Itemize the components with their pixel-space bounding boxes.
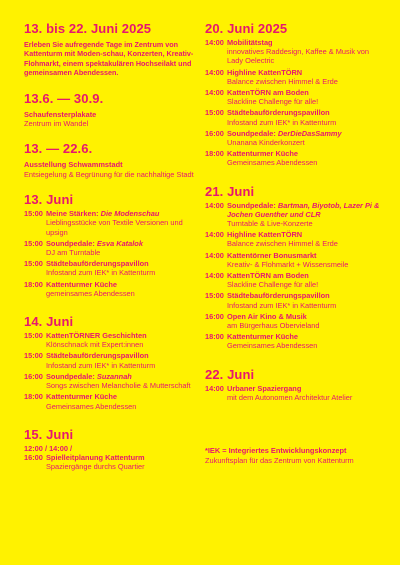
event-item	[205, 291, 385, 309]
event-title	[227, 149, 298, 158]
posters-dates-heading: 13.6. — 30.9.	[24, 90, 104, 106]
event-details	[46, 239, 196, 257]
event-title-text: Kattenturmer Küche	[46, 279, 118, 289]
event-description: Kreativ- & Flohmarkt + Wissensmeile	[227, 259, 349, 269]
event-description: Lieblingsstücke von Textile Versionen und upsign	[46, 218, 183, 237]
festival-intro-text: Erleben Sie aufregende Tage im Zentrum von Kattenturm mit Moden-schau, Konzerten, Kreativ- Flohmarkt, einem spektakulären Hochseilakt und gemeinsamen Abendessen.	[24, 40, 194, 78]
event-time: 18:00	[205, 332, 224, 342]
exhibition-desc: Entsiegelung & Begrünung für die nachhaltige Stadt	[24, 169, 194, 179]
event-item	[24, 372, 196, 390]
day-14-events	[24, 331, 196, 411]
event-title	[227, 312, 307, 321]
event-title-text: Kattenturmer Küche	[46, 392, 118, 402]
event-time: 15:00	[205, 291, 224, 301]
event-description: Infostand zum IEK* in Kattenturm	[227, 117, 337, 127]
event-details	[227, 149, 385, 167]
event-details	[227, 312, 385, 330]
event-item	[205, 271, 385, 289]
event-description: Slackline Challenge für alle!	[227, 280, 319, 290]
event-item	[24, 259, 196, 277]
event-time: 15:00	[24, 238, 43, 248]
event-details	[227, 129, 385, 147]
event-time: 18:00	[205, 149, 224, 159]
festival-dates-heading: 13. bis 22. Juni 2025	[24, 21, 152, 36]
event-time: 16:00	[205, 128, 224, 138]
event-title	[227, 68, 302, 77]
event-details	[46, 372, 196, 390]
event-time: 14:00	[205, 200, 224, 210]
event-title-text: Spielleitplanung Kattenturm	[46, 452, 145, 462]
event-description: am Bürgerhaus Obervieland	[227, 321, 320, 331]
event-artist: Esva Katalok	[96, 238, 143, 248]
event-title	[46, 331, 147, 340]
day-15-time-line: 12:00 / 14:00 /	[24, 443, 73, 453]
day-15-events	[24, 453, 196, 471]
event-details	[46, 392, 196, 410]
event-artist: Bartman, Biyotob, Lazer Pi & Jochen Guenther und CLR	[227, 200, 380, 219]
event-description: Infostand zum IEK* in Kattenturm	[46, 360, 156, 370]
event-description: Turntable & Live-Konzerte	[227, 219, 313, 229]
exhibition-dates-heading: 13. — 22.6.	[24, 141, 93, 157]
event-details	[227, 384, 385, 402]
event-time: 14:00	[205, 38, 224, 47]
event-item	[205, 332, 385, 350]
exhibition-title: Ausstellung Schwammstadt	[24, 160, 123, 170]
event-details	[227, 38, 385, 66]
event-item	[205, 88, 385, 106]
event-time: 15:00	[24, 259, 43, 269]
event-item	[205, 129, 385, 147]
event-item	[24, 280, 196, 298]
event-title-text: KattenTÖRNER Geschichten	[46, 331, 147, 341]
posters-desc: Zentrum im Wandel	[24, 119, 89, 129]
event-title-text: Soundpedale:	[46, 371, 97, 381]
event-title	[46, 280, 117, 289]
event-title	[227, 251, 317, 260]
event-title	[46, 239, 143, 248]
event-title	[46, 259, 149, 268]
event-title	[227, 38, 273, 47]
event-time: 14:00	[205, 230, 224, 240]
event-title	[227, 230, 302, 239]
event-details	[46, 453, 196, 471]
event-time: 15:00	[24, 351, 43, 361]
event-time: 16:00	[24, 371, 43, 381]
event-title-text: Soundpedale:	[227, 200, 278, 210]
event-time: 18:00	[24, 392, 43, 402]
left-column	[24, 21, 196, 471]
event-description: Unanana Kinderkonzert	[227, 138, 305, 148]
event-title	[46, 209, 159, 218]
event-item	[205, 108, 385, 126]
event-title	[227, 129, 342, 138]
event-item	[205, 68, 385, 86]
event-title-text: Kattenturmer Küche	[227, 149, 299, 159]
day-21-heading: 21. Juni	[205, 183, 255, 199]
day-14-heading: 14. Juni	[24, 314, 74, 330]
event-title-text: Kattenturmer Küche	[227, 332, 299, 342]
day-21-events	[205, 201, 385, 351]
event-time: 14:00	[205, 88, 224, 98]
event-title	[227, 108, 330, 117]
event-details	[227, 332, 385, 350]
day-20-events	[205, 38, 385, 168]
event-item	[24, 392, 196, 410]
event-title	[46, 392, 117, 401]
event-title-text: Soundpedale:	[46, 238, 97, 248]
event-artist: Die Modenschau	[100, 209, 160, 219]
event-title-text: Städtebauförderungspavillon	[227, 291, 330, 301]
iek-footnote-text: Zukunftsplan für das Zentrum von Kattenturm	[205, 455, 354, 465]
event-title	[227, 201, 379, 219]
event-title-text: Städtebauförderungspavillon	[46, 259, 149, 269]
day-13-heading: 13. Juni	[24, 192, 74, 208]
event-title-text: Kattentörner Bonusmarkt	[227, 250, 317, 260]
event-title-text: Highline KattenTÖRN	[227, 67, 303, 77]
event-details	[46, 209, 196, 237]
event-details	[46, 331, 196, 349]
day-20-heading: 20. Juni 2025	[205, 21, 288, 36]
event-details	[227, 271, 385, 289]
event-item	[24, 331, 196, 349]
event-details	[227, 201, 385, 229]
event-title-text: KattenTÖRN am Boden	[227, 88, 309, 98]
iek-footnote	[205, 446, 385, 465]
event-title-text: Soundpedale:	[227, 128, 278, 138]
event-title	[227, 271, 309, 280]
day-22-heading: 22. Juni	[205, 366, 255, 382]
event-details	[46, 280, 196, 298]
event-description: Songs zwischen Melancholie & Mutterschaft	[46, 381, 191, 391]
event-title-text: Meine Stärken:	[46, 209, 101, 219]
event-title-text: Städtebauförderungspavillon	[46, 351, 149, 361]
event-title	[227, 384, 301, 393]
posters-title: Schaufensterplakate	[24, 109, 97, 119]
event-item	[24, 351, 196, 369]
event-title	[46, 372, 132, 381]
event-details	[227, 230, 385, 248]
event-details	[227, 108, 385, 126]
event-time: 15:00	[205, 108, 224, 118]
posters-info	[24, 110, 196, 129]
event-description: innovatives Raddesign, Kaffee & Musik von Lady Oelectric	[227, 47, 370, 66]
event-item	[24, 239, 196, 257]
event-item	[205, 201, 385, 229]
event-details	[46, 259, 196, 277]
event-time: 14:00	[205, 67, 224, 77]
event-description: Balance zwischen Himmel & Erde	[227, 239, 338, 249]
event-description: mit dem Autonomen Architektur Atelier	[227, 392, 353, 402]
event-title	[227, 332, 298, 341]
event-artist: DerDieDasSammy	[277, 128, 342, 138]
event-title-text: KattenTÖRN am Boden	[227, 271, 309, 281]
exhibition-info	[24, 160, 196, 179]
event-time: 14:00	[205, 250, 224, 260]
event-description: Infostand zum IEK* in Kattenturm	[227, 300, 337, 310]
event-details	[227, 88, 385, 106]
day-13-events	[24, 209, 196, 298]
event-details	[46, 351, 196, 369]
event-item	[24, 209, 196, 237]
event-title-text: Urbaner Spaziergang	[227, 383, 302, 393]
event-time: 16:00	[205, 311, 224, 321]
event-item	[205, 230, 385, 248]
event-time: 15:00	[24, 209, 43, 219]
day-22-events	[205, 384, 385, 402]
event-time: 18:00	[24, 279, 43, 289]
event-time: 14:00	[205, 383, 224, 393]
event-time: 14:00	[205, 271, 224, 281]
event-item	[205, 149, 385, 167]
event-time: 16:00	[24, 452, 43, 462]
event-description: Balance zwischen Himmel & Erde	[227, 76, 338, 86]
event-description: Klönschnack mit Expert:innen	[46, 340, 144, 350]
event-details	[227, 251, 385, 269]
event-title-text: Mobilitätstag	[227, 38, 273, 47]
event-time: 15:00	[24, 331, 43, 341]
event-description: Infostand zum IEK* in Kattenturm	[46, 268, 156, 278]
event-description: Gemeinsames Abendessen	[227, 158, 318, 168]
event-description: Gemeinsames Abendessen	[46, 401, 137, 411]
event-title	[46, 453, 145, 462]
event-item	[24, 453, 196, 471]
event-title-text: Open Air Kino & Musik	[227, 311, 307, 321]
event-title	[227, 88, 309, 97]
iek-footnote-title: *IEK = Integriertes Entwicklungskonzept	[205, 446, 347, 456]
event-description: DJ am Turntable	[46, 248, 101, 258]
event-description: Gemeinsames Abendessen	[227, 341, 318, 351]
event-artist: Suzannah	[96, 371, 132, 381]
event-description: Spaziergänge durchs Quartier	[46, 462, 145, 472]
right-column	[205, 21, 385, 465]
event-item	[205, 38, 385, 66]
event-details	[227, 68, 385, 86]
event-description: gemeinsames Abendessen	[46, 288, 135, 298]
event-details	[227, 291, 385, 309]
event-description: Slackline Challenge für alle!	[227, 97, 319, 107]
event-title-text: Highline KattenTÖRN	[227, 230, 303, 240]
event-title	[227, 291, 330, 300]
event-title-text: Städtebauförderungspavillon	[227, 108, 330, 118]
event-item	[205, 312, 385, 330]
event-title	[46, 351, 149, 360]
event-item	[205, 251, 385, 269]
day-15-heading: 15. Juni	[24, 426, 74, 442]
event-item	[205, 384, 385, 402]
